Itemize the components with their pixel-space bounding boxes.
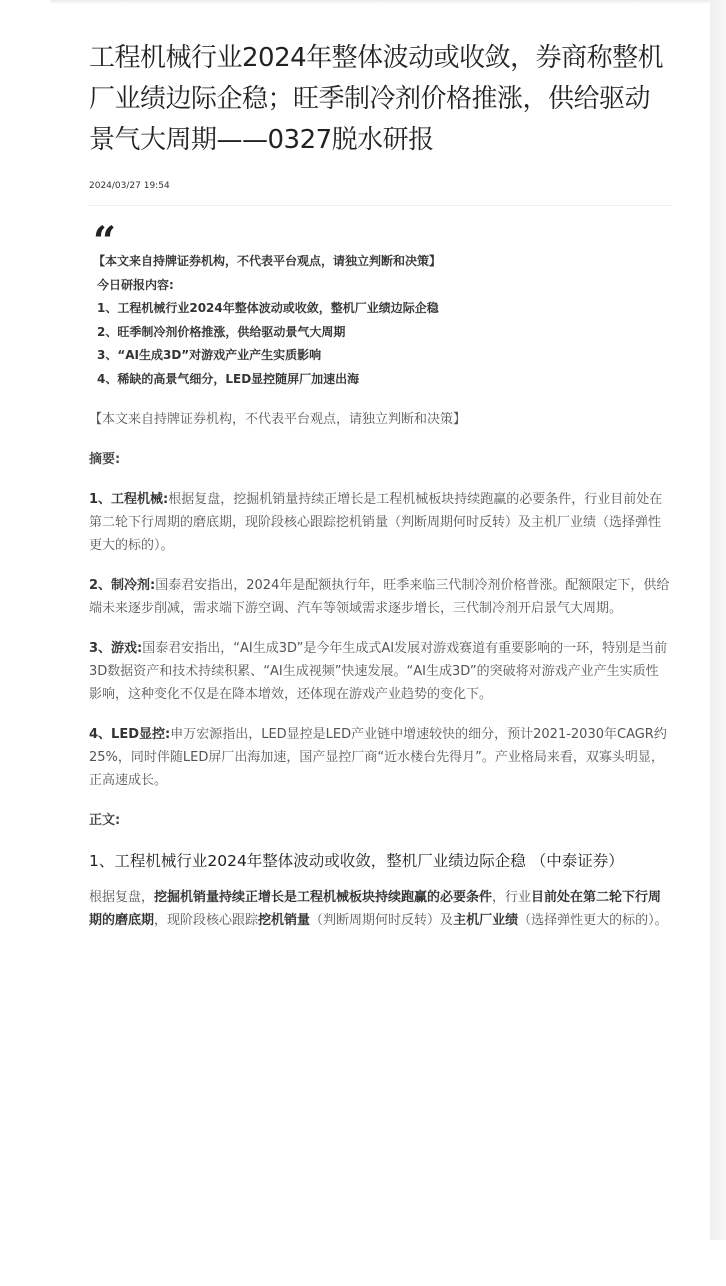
quote-line: 2、旺季制冷剂价格推涨，供给驱动景气大周期: [97, 324, 346, 339]
summary-item-lead: 2、制冷剂:: [89, 578, 156, 593]
page-top-edge: [50, 0, 710, 4]
section-paragraph: [89, 886, 671, 932]
summary-item: [89, 637, 671, 706]
summary-item-text: 申万宏源指出，LED显控是LED产业链中增速较快的细分，预计2021-2030年CAGR约25%，同时伴随LED屏厂出海加速，国产显控厂商“近水楼台先得月”。产业格局来看，双寡头明显，正高速成长。: [89, 727, 667, 788]
section-text: ，行业: [492, 890, 532, 905]
page-right-edge: [710, 0, 726, 1240]
section-text-bold: 主机厂业绩: [453, 913, 519, 928]
section-text: ，现阶段核心跟踪: [154, 913, 259, 928]
summary-item: [89, 723, 671, 792]
quote-line: 3、“AI生成3D”对游戏产业产生实质影响: [97, 348, 322, 362]
summary-item: [89, 488, 671, 557]
section-text-bold: 挖掘机销量持续正增长是工程机械板块持续跑赢的必要条件: [154, 890, 493, 905]
article: [89, 38, 671, 932]
publish-date: 2024/03/27 19:54: [89, 181, 170, 191]
title-divider: [89, 205, 671, 206]
quote-line: 今日研报内容:: [97, 277, 174, 292]
section-text-bold: 目前处在第二轮下行周期的磨底期: [89, 890, 662, 928]
section-text: （选择弹性更大的标的）。: [518, 913, 668, 928]
section-text-bold: 挖机销量: [258, 913, 311, 928]
summary-item-text: 国泰君安指出，2024年是配额执行年，旺季来临三代制冷剂价格普涨。配额限定下，供给端未来逐步削减，需求端下游空调、汽车等领域需求逐步增长，三代制冷剂开启景气大周期。: [89, 578, 670, 616]
summary-item-text: 国泰君安指出，“AI生成3D”是今年生成式AI发展对游戏赛道有重要影响的一环，特别是当前3D数据资产和技术持续积累、“AI生成视频”快速发展。“AI生成3D”的突破将对游戏产业产生实质性影响，这种变化不仅是在降本增效，还体现在游戏产业趋势的变化下。: [89, 641, 668, 702]
summary-item-text: 根据复盘，挖掘机销量持续正增长是工程机械板块持续跑赢的必要条件，行业目前处在第二轮下行周期的磨底期，现阶段核心跟踪挖机销量（判断周期何时反转）及主机厂业绩（选择弹性更大的标的）。: [89, 492, 663, 553]
section-text: （判断周期何时反转）及: [310, 913, 454, 928]
summary-item-lead: 3、游戏:: [89, 641, 143, 656]
summary-item: [89, 574, 671, 620]
quote-line: 【本文来自持牌证券机构，不代表平台观点，请独立判断和决策】: [93, 254, 442, 268]
summary-label: 摘要:: [89, 452, 121, 467]
quote-mark-icon: “: [93, 218, 117, 265]
quote-block: [89, 214, 671, 391]
section-text: 根据复盘，: [89, 890, 155, 905]
disclaimer: 【本文来自持牌证券机构，不代表平台观点，请独立判断和决策】: [89, 412, 467, 427]
body-label: 正文:: [89, 813, 121, 828]
section-title: 1、工程机械行业2024年整体波动或收敛，整机厂业绩边际企稳 （中泰证券）: [89, 852, 624, 870]
quote-line: 1、工程机械行业2024年整体波动或收敛，整机厂业绩边际企稳: [97, 301, 439, 315]
summary-item-lead: 1、工程机械:: [89, 492, 169, 507]
summary-item-lead: 4、LED显控:: [89, 727, 171, 742]
article-title: 工程机械行业2024年整体波动或收敛，券商称整机厂业绩边际企稳；旺季制冷剂价格推涨，供给驱动景气大周期——0327脱水研报: [89, 43, 664, 155]
quote-line: 4、稀缺的高景气细分，LED显控随屏厂加速出海: [97, 371, 360, 386]
